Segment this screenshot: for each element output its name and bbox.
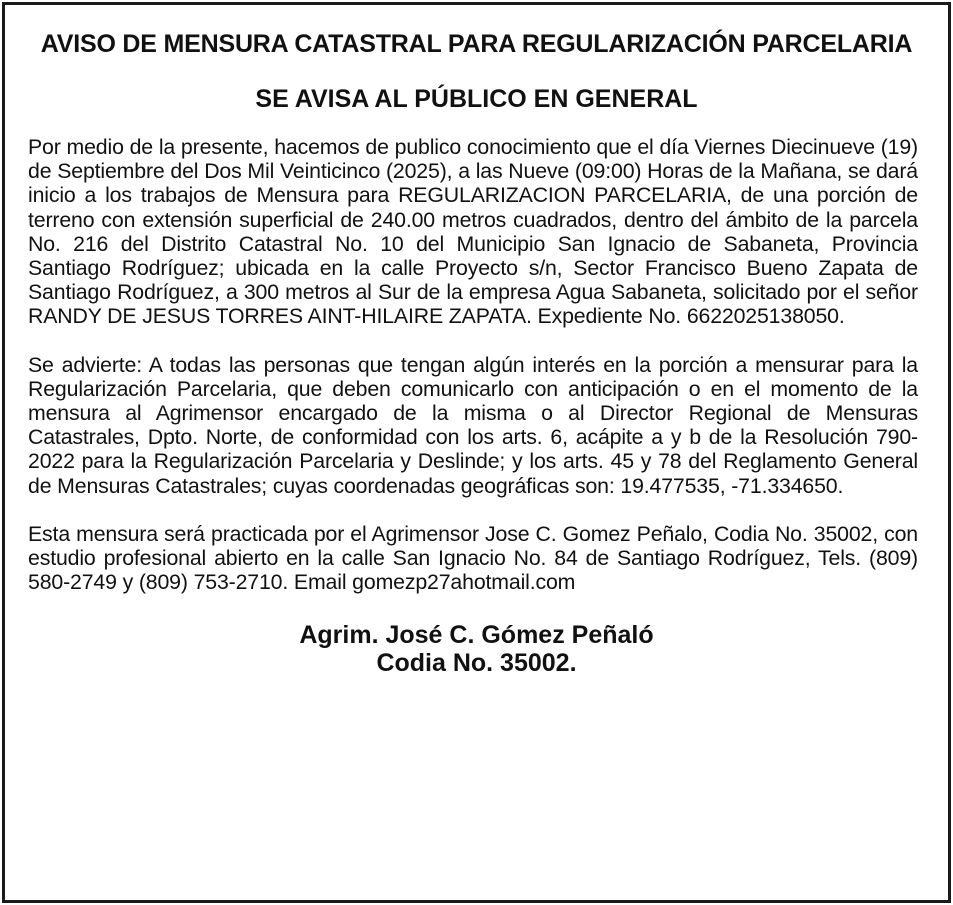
paragraph-surveyor-contact: Esta mensura será practicada por el Agrimensor Jose C. Gomez Peñalo, Codia No. 35002, con estudio profesional abierto en la calle San Ignacio No. 84 de Santiago Rodríguez, Tels. (809) 580-2749 y (809) 753-2710. Email gomezp27ahotmail.com	[28, 521, 918, 595]
legal-notice	[2, 2, 951, 903]
paragraph-announcement: Por medio de la presente, hacemos de publico conocimiento que el día Viernes Diecinueve (19) de Septiembre del Dos Mil Veinticinco (2025), a las Nueve (09:00) Horas de la Mañana, se dará inicio a los trabajos de Mensura para REGULARIZACION PARCELARIA, de una porción de terreno con extensión superficial de 240.00 metros cuadrados, dentro del ámbito de la parcela No. 216 del Distrito Catastral No. 10 del Municipio San Ignacio de Sabaneta, Provincia Santiago Rodríguez; ubicada en la calle Proyecto s/n, Sector Francisco Bueno Zapata de Santiago Rodríguez, a 300 metros al Sur de la empresa Agua Sabaneta, solicitado por el señor RANDY DE JESUS TORRES AINT-HILAIRE ZAPATA. Expediente No. 6622025138050.	[28, 135, 918, 329]
signature-block	[5, 621, 948, 677]
notice-title: AVISO DE MENSURA CATASTRAL PARA REGULARIZACIÓN PARCELARIA	[40, 30, 913, 58]
signature-name: Agrim. José C. Gómez Peñaló	[299, 621, 654, 650]
notice-subtitle: SE AVISA AL PÚBLICO EN GENERAL	[255, 85, 698, 113]
paragraph-warning: Se advierte: A todas las personas que tengan algún interés en la porción a mensurar para la Regularización Parcelaria, que deben comunicarlo con anticipación o en el momento de la mensura al Agrimensor encargado de la misma o al Director Regional de Mensuras Catastrales, Dpto. Norte, de conformidad con los arts. 6, acápite a y b de la Resolución 790-2022 para la Regularización Parcelaria y Deslinde; y los arts. 45 y 78 del Reglamento General de Mensuras Catastrales; cuyas coordenadas geográficas son: 19.477535, -71.334650.	[28, 352, 918, 498]
signature-codia: Codia No. 35002.	[376, 649, 577, 678]
